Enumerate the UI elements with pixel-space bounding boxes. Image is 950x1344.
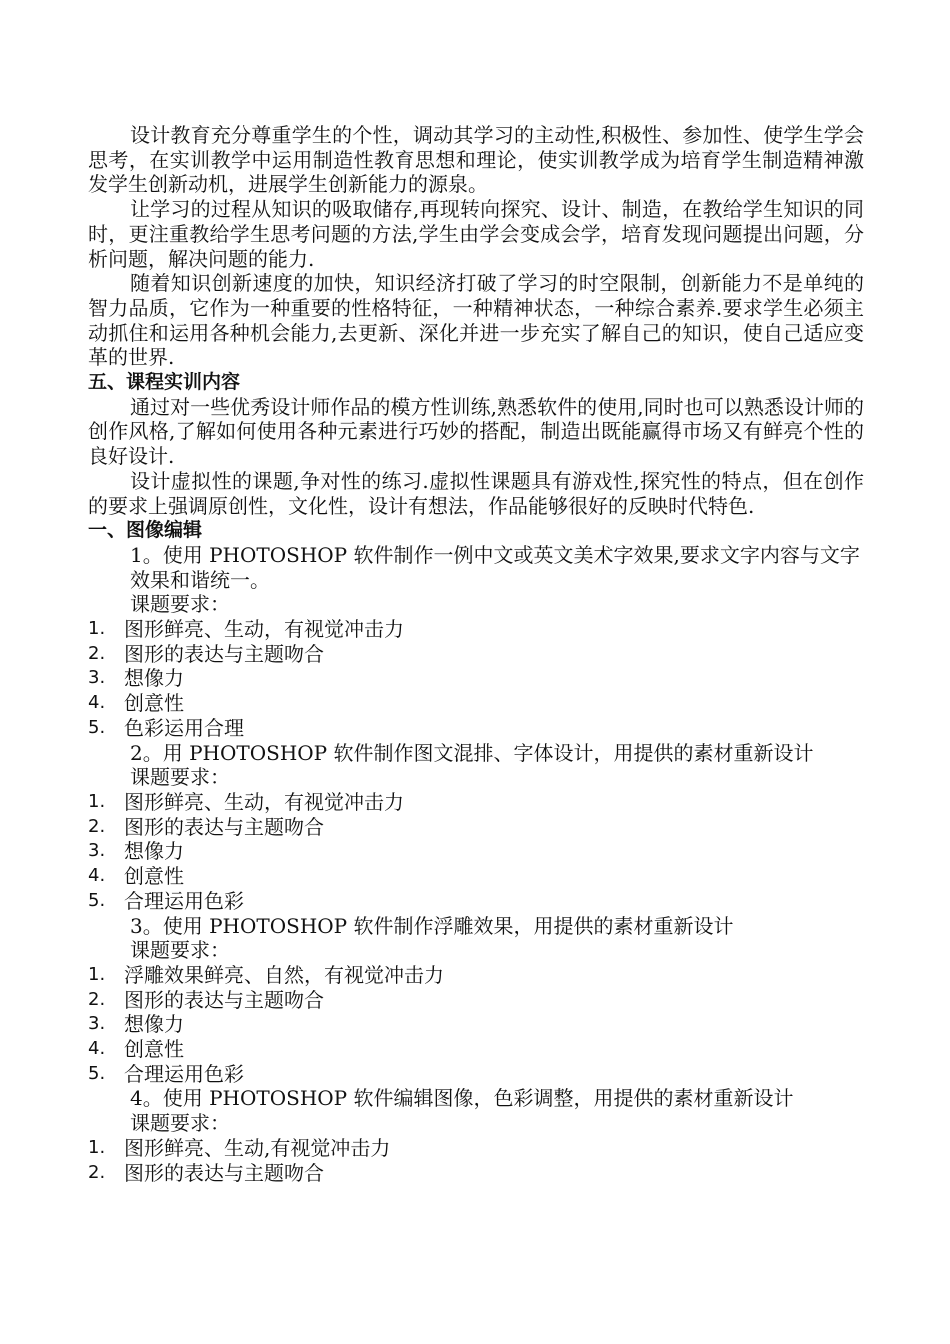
requirements-list (88, 617, 864, 741)
list-text: 图形的表达与主题吻合 (124, 1160, 324, 1185)
list-text: 想像力 (124, 1012, 184, 1037)
list-item (88, 889, 864, 914)
list-number: 1. (88, 790, 106, 812)
task-title: 2。用 PHOTOSHOP 软件制作图文混排、字体设计，用提供的素材重新设计 (130, 740, 814, 765)
requirements-list (88, 1136, 864, 1185)
list-item (88, 1161, 864, 1186)
section-heading: 五、课程实训内容 (88, 371, 241, 394)
list-number: 2. (88, 642, 106, 664)
list-item (88, 815, 864, 840)
intro-paragraph: 设计教育充分尊重学生的个性，调动其学习的主动性,积极性、参加性、使学生学会思考，在实训教学中运用制造性教育思想和理论，使实训教学成为培育学生制造精神激发学生创新动机，进展学生创新能力的源泉。 (88, 123, 864, 197)
list-text: 创意性 (124, 1037, 184, 1062)
list-number: 1. (88, 618, 106, 640)
list-text: 图形的表达与主题吻合 (124, 641, 324, 666)
list-number: 5. (88, 1062, 106, 1084)
list-number: 1. (88, 1136, 106, 1158)
list-item (88, 864, 864, 889)
list-item (88, 1062, 864, 1087)
list-number: 4. (88, 692, 106, 714)
list-text: 想像力 (124, 666, 184, 691)
requirements-list (88, 790, 864, 914)
list-item (88, 1136, 864, 1161)
document-body (88, 123, 864, 1185)
list-item (88, 1012, 864, 1037)
list-number: 5. (88, 889, 106, 911)
requirements-label: 课题要求： (130, 765, 230, 790)
list-text: 图形鲜亮、生动，有视觉冲击力 (124, 617, 404, 642)
list-number: 4. (88, 1038, 106, 1060)
list-item (88, 642, 864, 667)
list-item (88, 1037, 864, 1062)
list-number: 4. (88, 865, 106, 887)
list-number: 1. (88, 963, 106, 985)
task-title: 1。使用 PHOTOSHOP 软件制作一例中文或英文美术字效果,要求文字内容与文字效果和谐统一。 (130, 542, 860, 592)
list-number: 2. (88, 988, 106, 1010)
section-paragraph: 通过对一些优秀设计师作品的模方性训练,熟悉软件的使用,同时也可以熟悉设计师的创作风格,了解如何使用各种元素进行巧妙的搭配，制造出既能赢得市场又有鲜亮个性的良好设计. (88, 394, 864, 469)
list-text: 创意性 (124, 691, 184, 716)
requirements-list (88, 963, 864, 1087)
list-item (88, 716, 864, 741)
list-text: 图形的表达与主题吻合 (124, 814, 324, 839)
list-number: 3. (88, 1013, 106, 1035)
list-number: 5. (88, 716, 106, 738)
list-text: 色彩运用合理 (124, 715, 244, 740)
intro-paragraph: 随着知识创新速度的加快，知识经济打破了学习的时空限制，创新能力不是单纯的智力品质，它作为一种重要的性格特征，一种精神状态，一种综合素养.要求学生必须主动抓住和运用各种机会能力,去更新、深化并进一步充实了解自己的知识，使自己适应变革的世界. (88, 271, 864, 370)
task-title: 4。使用 PHOTOSHOP 软件编辑图像，色彩调整，用提供的素材重新设计 (130, 1086, 794, 1111)
list-text: 想像力 (124, 839, 184, 864)
list-text: 图形鲜亮、生动,有视觉冲击力 (124, 1135, 391, 1160)
list-item (88, 988, 864, 1013)
task-title: 3。使用 PHOTOSHOP 软件制作浮雕效果，用提供的素材重新设计 (130, 913, 734, 938)
section-heading: 一、图像编辑 (88, 519, 203, 542)
list-number: 3. (88, 840, 106, 862)
intro-paragraph: 让学习的过程从知识的吸取储存,再现转向探究、设计、制造，在教给学生知识的同时，更注重教给学生思考问题的方法,学生由学会变成会学，培育发现问题提出问题，分析问题，解决问题的能力. (88, 197, 864, 271)
list-text: 图形的表达与主题吻合 (124, 987, 324, 1012)
list-number: 2. (88, 1161, 106, 1183)
list-number: 2. (88, 815, 106, 837)
section-paragraph: 设计虚拟性的课题,争对性的练习.虚拟性课题具有游戏性,探究性的特点，但在创作的要求上强调原创性，文化性，设计有想法，作品能够很好的反映时代特色. (88, 468, 864, 518)
list-item (88, 839, 864, 864)
list-text: 图形鲜亮、生动，有视觉冲击力 (124, 789, 404, 814)
list-item (88, 666, 864, 691)
list-item (88, 790, 864, 815)
list-text: 合理运用色彩 (124, 888, 244, 913)
list-item (88, 963, 864, 988)
requirements-label: 课题要求： (130, 1111, 230, 1136)
list-text: 创意性 (124, 864, 184, 889)
requirements-label: 课题要求： (130, 938, 230, 963)
list-text: 浮雕效果鲜亮、自然，有视觉冲击力 (124, 962, 444, 987)
list-item (88, 617, 864, 642)
list-item (88, 691, 864, 716)
list-number: 3. (88, 667, 106, 689)
requirements-label: 课题要求： (130, 592, 230, 617)
list-text: 合理运用色彩 (124, 1061, 244, 1086)
